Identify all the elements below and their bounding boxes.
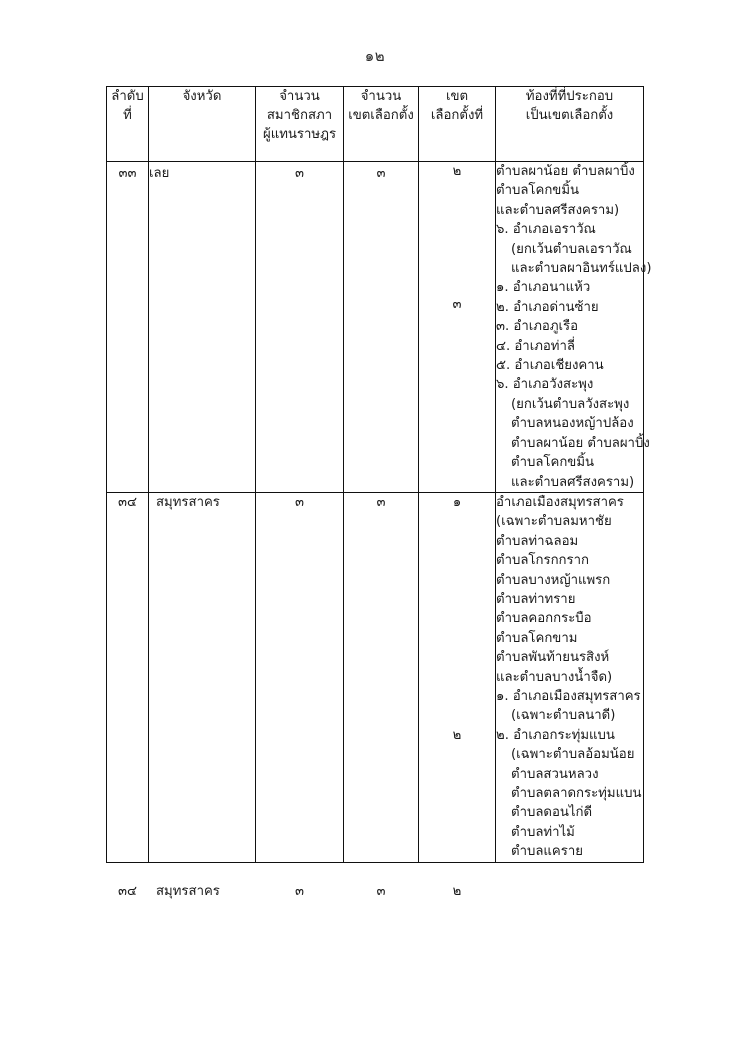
area-line: ตำบลผาน้อย ตำบลผาบิ้ง: [496, 164, 635, 179]
header-order-no: [107, 87, 149, 162]
header-mp-count-line-1: จำนวน: [279, 89, 320, 104]
area-line: ๑. อำเภอเมืองสมุทรสาคร: [496, 688, 641, 704]
cell-order-no: [107, 492, 149, 899]
constituency-no-value: ๒: [452, 164, 462, 179]
area-line: ตำบลโคกขมิ้น: [511, 455, 595, 471]
constituency-count-value: ๓: [376, 494, 386, 510]
header-areas-line-1: ท้องที่ที่ประกอบ: [525, 89, 614, 104]
header-order-no-line-1: ลำดับ: [111, 89, 144, 104]
area-line: ๓. อำเภอภูเรือ: [496, 319, 579, 335]
cell-constituency-numbers: [419, 492, 496, 899]
cell-province: เลย: [149, 162, 256, 493]
table-row: [107, 492, 644, 862]
area-line: และตำบลศรีสงคราม): [496, 202, 620, 218]
area-line: ตำบลโกรกกราก: [496, 553, 590, 569]
area-line: ตำบลตลาดกระทุ่มแบน: [511, 786, 642, 801]
header-constituency-no-line-2: เลือกตั้งที่: [430, 108, 484, 123]
area-line: และตำบลบางน้ำจืด): [496, 669, 613, 685]
header-constituency-no-line-1: เขต: [445, 89, 469, 104]
area-line: ๒. อำเภอด่านซ้าย: [496, 299, 599, 315]
area-line: ตำบลพันท้ายนรสิงห์: [496, 650, 610, 666]
area-line: อำเภอเมืองสมุทรสาคร: [496, 494, 624, 510]
area-line: (ยกเว้นตำบลวังสะพุง: [511, 396, 630, 412]
cell-areas: [496, 162, 652, 493]
area-line: ตำบลคอกกระบือ: [496, 611, 592, 627]
constituency-count-value-repeat: ๓: [376, 883, 386, 899]
header-province-line-1: จังหวัด: [182, 89, 222, 104]
header-mp-count-line-2: สมาชิกสภา: [266, 108, 333, 123]
header-constituency-count-line-1: จำนวน: [360, 89, 402, 104]
header-province: [149, 87, 256, 162]
order-no-value-repeat: ๓๔: [118, 883, 137, 899]
area-line: ตำบลดอนไก่ดี: [511, 805, 593, 821]
constituency-no-value-repeat: ๒: [452, 883, 462, 899]
mp-count-value: ๓: [294, 494, 304, 510]
area-line: และตำบลผาอินทร์แปลง): [511, 261, 652, 277]
area-line: ตำบลโคกขมิ้น: [496, 183, 580, 199]
constituency-no-value: ๓: [452, 297, 462, 312]
area-line: ตำบลท่าฉลอม: [496, 533, 579, 549]
area-line: ตำบลท่าไม้: [511, 824, 575, 840]
cell-order-no: ๓๓: [107, 162, 149, 493]
area-line: (เฉพาะตำบลมหาชัย: [496, 514, 612, 530]
area-line: (ยกเว้นตำบลเอราวัณ: [511, 241, 632, 257]
header-constituency-no: [419, 87, 496, 162]
area-line: ๑. อำเภอนาแห้ว: [496, 280, 591, 296]
cell-mp-count: ๓: [256, 162, 344, 493]
cell-areas: [496, 492, 644, 862]
area-line: และตำบลศรีสงคราม): [511, 474, 635, 490]
table-row: [107, 162, 644, 493]
cell-mp-count: [256, 492, 344, 899]
cell-constituency-count: ๓: [344, 162, 419, 493]
header-mp-count-line-3: ผู้แทนราษฎร: [262, 127, 337, 142]
page-number: ๑๒: [364, 47, 386, 65]
area-line: ๕. อำเภอเชียงคาน: [496, 358, 604, 374]
area-line: ตำบลท่าทราย: [496, 591, 576, 607]
area-line: ตำบลผาน้อย ตำบลผาบิ้ง: [511, 435, 650, 451]
header-order-no-line-2: ที่: [123, 108, 132, 123]
area-line: ๖. อำเภอเอราวัณ: [496, 222, 596, 238]
cell-constituency-numbers: [419, 162, 496, 493]
province-value: สมุทรสาคร: [156, 494, 220, 510]
order-no-value: ๓๔: [118, 494, 137, 510]
constituency-no-value: ๒: [452, 727, 462, 743]
area-line: ตำบลโคกขาม: [496, 630, 578, 646]
area-line: ๔. อำเภอท่าลี่: [496, 338, 575, 354]
province-value-repeat: สมุทรสาคร: [156, 883, 220, 899]
cell-constituency-count: [344, 492, 419, 899]
table-header: [107, 87, 644, 162]
area-line: ตำบลหนองหญ้าปล้อง: [511, 416, 634, 432]
table-body: [107, 162, 652, 899]
area-line: ๒. อำเภอกระทุ่มแบน: [496, 727, 615, 743]
mp-count-value-repeat: ๓: [294, 883, 304, 899]
header-mp-count: [256, 87, 344, 162]
header-constituency-count-line-2: เขตเลือกตั้ง: [348, 108, 414, 123]
table-header-row: [107, 87, 644, 162]
area-line: ๖. อำเภอวังสะพุง: [496, 377, 594, 393]
area-line: ตำบลแคราย: [511, 844, 583, 860]
constituency-table: [106, 86, 652, 899]
area-line: ตำบลสวนหลวง: [511, 766, 599, 782]
cell-province: [149, 492, 256, 899]
area-line: ตำบลบางหญ้าแพรก: [496, 572, 611, 588]
header-areas: [496, 87, 644, 162]
header-areas-line-2: เป็นเขตเลือกตั้ง: [525, 108, 614, 123]
area-line: (เฉพาะตำบลอ้อมน้อย: [511, 747, 635, 763]
constituency-no-value: ๑: [452, 494, 462, 510]
area-line: (เฉพาะตำบลนาดี): [511, 708, 616, 724]
header-constituency-count: [344, 87, 419, 162]
